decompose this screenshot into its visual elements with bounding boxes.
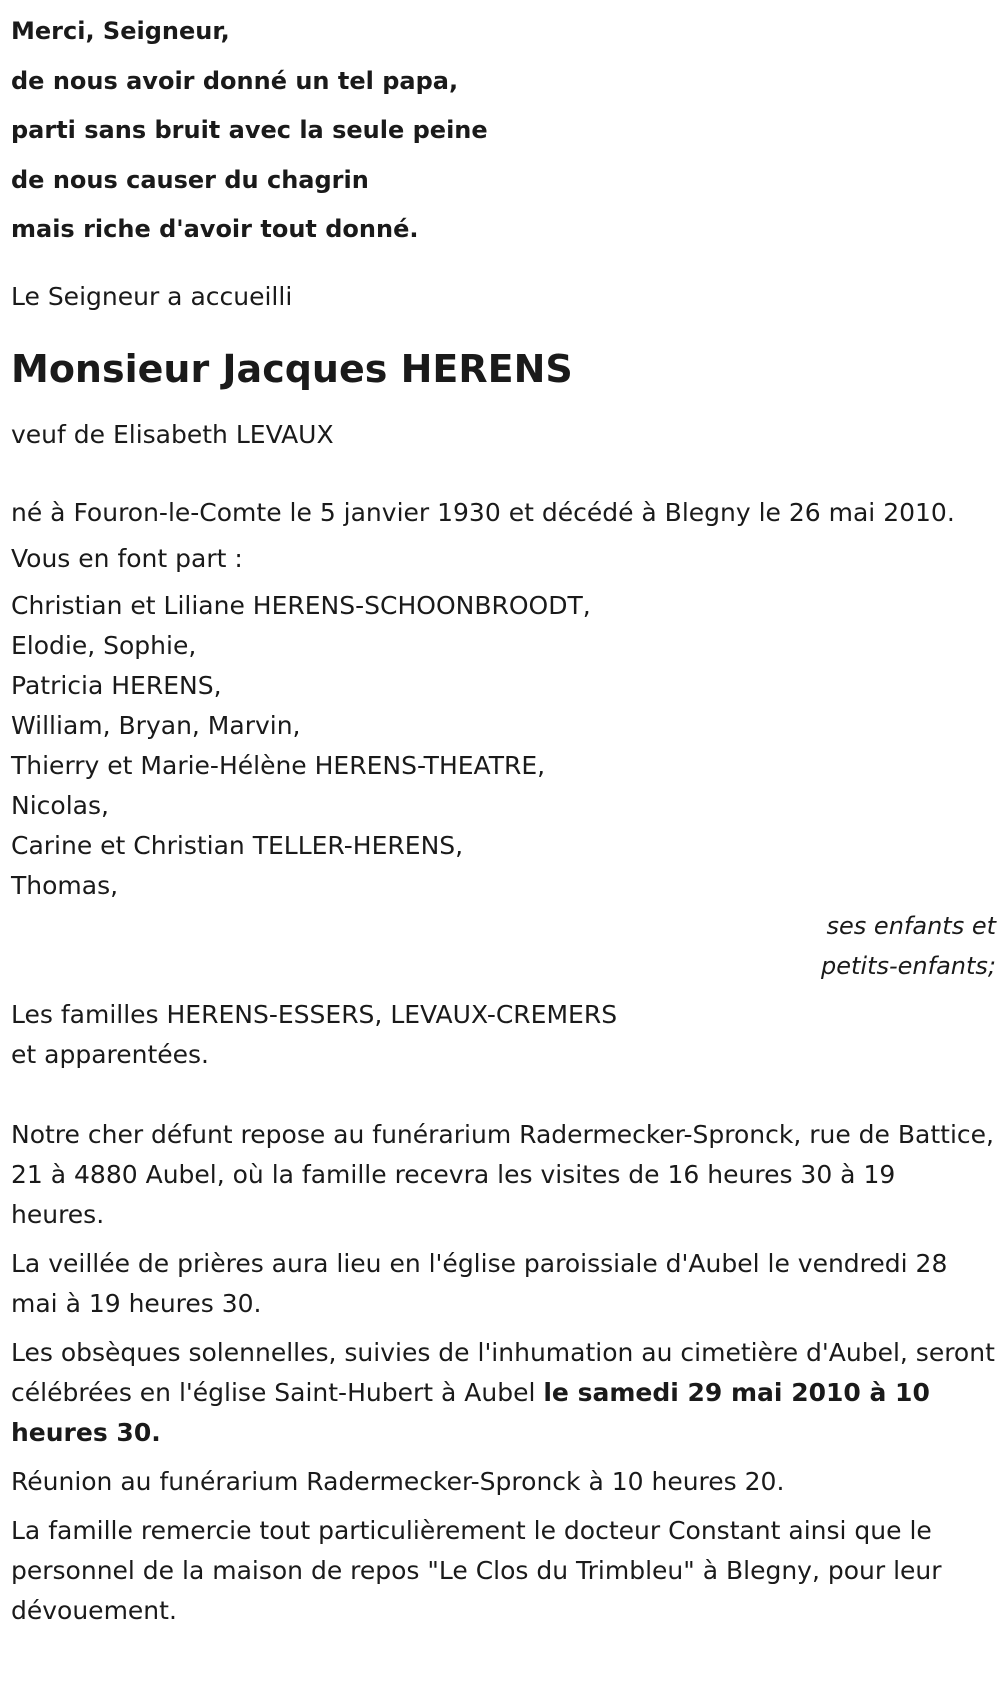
family-line: Carine et Christian TELLER-HERENS,	[11, 830, 464, 860]
funerarium-paragraph: Notre cher défunt repose au funérarium Radermecker-Spronck, rue de Battice, 21 à 4880 Aubel, où la famille recevra les visites de 16 heures 30 à 19 heures.	[11, 1119, 994, 1229]
poem-line: de nous avoir donné un tel papa,	[11, 66, 459, 95]
family-line: Elodie, Sophie,	[11, 630, 197, 660]
poem-line: parti sans bruit avec la seule peine	[11, 116, 488, 144]
announce-text: Vous en font part :	[11, 543, 243, 573]
funeral-paragraph	[11, 1333, 996, 1453]
relation-line: ses enfants et	[826, 911, 996, 940]
poem	[11, 7, 991, 255]
meeting-paragraph: Réunion au funérarium Radermecker-Spronck à 10 heures 20.	[11, 1466, 785, 1496]
other-families	[11, 995, 991, 1075]
poem-line: mais riche d'avoir tout donné.	[11, 215, 419, 243]
relation-label	[11, 906, 996, 986]
family-line: Nicolas,	[11, 790, 109, 820]
deceased-name: Monsieur Jacques HERENS	[11, 346, 573, 391]
family-list	[11, 586, 991, 906]
family-line: William, Bryan, Marvin,	[11, 710, 301, 740]
family-line: Thomas,	[11, 870, 119, 900]
other-families-line: et apparentées.	[11, 1039, 209, 1069]
intro-text: Le Seigneur a accueilli	[11, 281, 293, 311]
funeral-intro: Les obsèques solennelles, suivies de l'inhumation au cimetière d'Aubel, seront célébrées en l'église Saint-Hubert à Aubel	[11, 1337, 995, 1407]
family-line: Patricia HERENS,	[11, 670, 222, 700]
widow-of: veuf de Elisabeth LEVAUX	[11, 419, 334, 449]
family-line: Thierry et Marie-Hélène HERENS-THEATRE,	[11, 750, 546, 780]
poem-line: Merci, Seigneur,	[11, 17, 230, 45]
other-families-line: Les familles HERENS-ESSERS, LEVAUX-CREMERS	[11, 999, 618, 1029]
obituary-page	[11, 0, 996, 1631]
birth-death-dates: né à Fouron-le-Comte le 5 janvier 1930 et décédé à Blegny le 26 mai 2010.	[11, 497, 955, 527]
funeral-date: le samedi 29 mai 2010 à 10 heures 30.	[11, 1377, 930, 1447]
thanks-paragraph: La famille remercie tout particulièrement le docteur Constant ainsi que le personnel de la maison de repos "Le Clos du Trimbleu" à Blegny, pour leur dévouement.	[11, 1515, 942, 1625]
vigil-paragraph: La veillée de prières aura lieu en l'église paroissiale d'Aubel le vendredi 28 mai à 19 heures 30.	[11, 1248, 948, 1318]
poem-line: de nous causer du chagrin	[11, 165, 369, 194]
relation-line: petits-enfants;	[821, 951, 996, 980]
family-line: Christian et Liliane HERENS-SCHOONBROODT,	[11, 590, 591, 620]
